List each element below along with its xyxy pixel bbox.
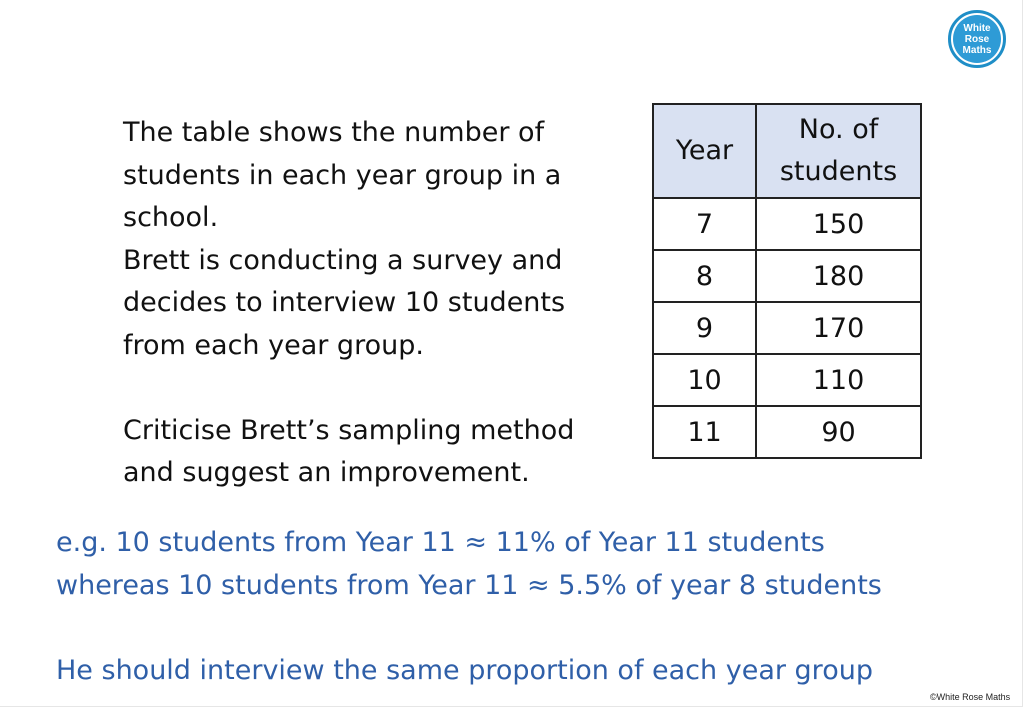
- year-cell: 11: [653, 406, 756, 458]
- question-line: Brett is conducting a survey and: [123, 244, 563, 276]
- question-line: Criticise Brett’s sampling method: [123, 414, 575, 446]
- students-cell: 150: [756, 198, 921, 250]
- question-line: students in each year group in a: [123, 159, 562, 191]
- column-header-year: Year: [653, 104, 756, 198]
- students-table: [652, 103, 922, 459]
- year-cell: 9: [653, 302, 756, 354]
- answer-line-2: whereas 10 students from Year 11 ≈ 5.5% of year 8 students: [56, 569, 882, 601]
- students-cell: 110: [756, 354, 921, 406]
- students-cell: 170: [756, 302, 921, 354]
- students-cell: 90: [756, 406, 921, 458]
- question-line: school.: [123, 202, 219, 233]
- students-cell: 180: [756, 250, 921, 302]
- answer-line-3: He should interview the same proportion of each year group: [56, 654, 873, 686]
- table-row: [653, 198, 921, 250]
- year-cell: 10: [653, 354, 756, 406]
- table-row: [653, 250, 921, 302]
- logo-text-line3: Maths: [962, 44, 992, 56]
- table-row: [653, 406, 921, 458]
- copyright-notice: ©White Rose Maths: [930, 692, 1011, 702]
- table-row: [653, 302, 921, 354]
- column-header-students: No. of students: [756, 104, 921, 198]
- paragraph-gap: [56, 607, 1006, 650]
- white-rose-maths-logo: [948, 10, 1006, 68]
- logo-text-line1: White: [963, 22, 991, 34]
- answer-line-1: e.g. 10 students from Year 11 ≈ 11% of Year 11 students: [56, 527, 825, 558]
- table-row: [653, 354, 921, 406]
- logo-badge: [953, 15, 1001, 63]
- question-text: [123, 112, 623, 495]
- logo-text-line2: Rose: [964, 33, 990, 45]
- year-cell: 7: [653, 198, 756, 250]
- question-line: decides to interview 10 students: [123, 287, 566, 318]
- question-line: The table shows the number of: [123, 117, 545, 148]
- year-cell: 8: [653, 250, 756, 302]
- paragraph-gap: [123, 367, 623, 410]
- table-header-row: [653, 104, 921, 198]
- answer-text: [56, 522, 1006, 692]
- question-line: from each year group.: [123, 329, 424, 361]
- question-line: and suggest an improvement.: [123, 457, 530, 488]
